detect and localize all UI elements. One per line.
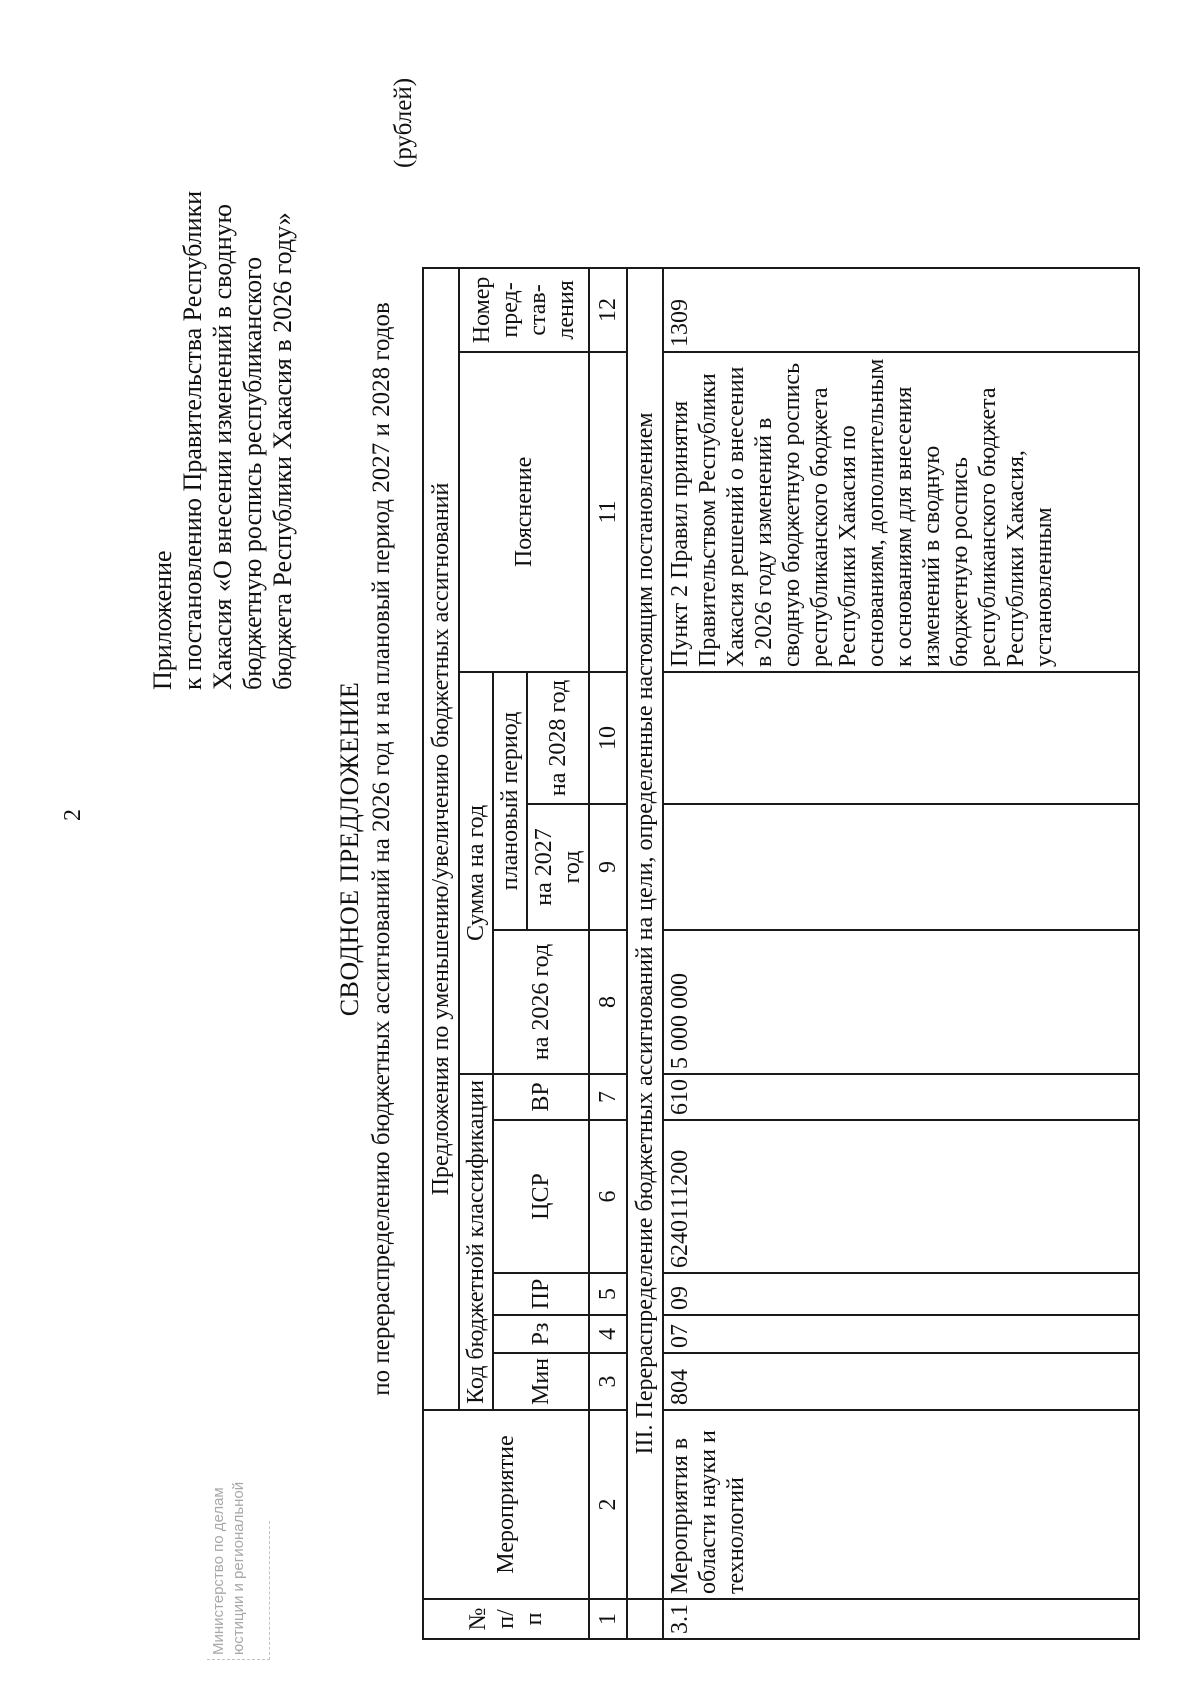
header-sum-year: Сумма на год bbox=[459, 672, 493, 1074]
column-number-row bbox=[589, 268, 627, 1639]
section-title: III. Перераспределение бюджетных ассигнований на цели, определенные настоящим постановлением bbox=[627, 268, 663, 1599]
header-min: Мин bbox=[493, 1353, 589, 1410]
column-number: 3 bbox=[589, 1353, 627, 1410]
appendix-line: Хакасия «О внесении изменений в сводную bbox=[208, 203, 237, 690]
document-subtitle: по перераспределению бюджетных ассигнований на 2026 год и на плановый период 2027 и 2028 годов bbox=[368, 302, 395, 1396]
column-number: 2 bbox=[589, 1410, 627, 1599]
header-rep-num: Номер пред-став-ления bbox=[459, 268, 589, 352]
document-title: СВОДНОЕ ПРЕДЛОЖЕНИЕ bbox=[335, 681, 364, 1017]
allocation-table bbox=[422, 267, 1140, 1640]
cell-min: 804 bbox=[663, 1353, 1139, 1410]
header-activity: Мероприятие bbox=[423, 1410, 589, 1599]
column-number: 8 bbox=[589, 930, 627, 1074]
cell-rep-num: 1309 bbox=[663, 268, 1139, 352]
cell-y2027 bbox=[663, 804, 1139, 930]
table-row bbox=[663, 268, 1139, 1639]
cell-pr: 09 bbox=[663, 1273, 1139, 1315]
header-y2026: на 2026 год bbox=[493, 930, 589, 1074]
header-y2028: на 2028 год bbox=[527, 672, 589, 804]
section-spacer bbox=[627, 1599, 663, 1639]
ministry-stamp bbox=[207, 1481, 270, 1660]
header-planning: плановый период bbox=[493, 672, 527, 930]
appendix-line: бюджетную роспись республиканского bbox=[238, 256, 267, 690]
cell-explanation: Пункт 2 Правил принятия Правительством Республики Хакасия решений о внесении в 2026 году изменений в сводную бюджетную роспись республиканского бюджета Республики Хакасия по основаниям, дополнительным к основаниям для внесения изменений в сводную бюджетную роспись республиканского бюджета Республики Хакасия, установленным bbox=[663, 352, 1139, 672]
page-number: 2 bbox=[60, 809, 86, 821]
header-proposals: Предложения по уменьшению/увеличению бюджетных ассигнований bbox=[423, 268, 459, 1410]
section-row bbox=[627, 268, 663, 1639]
cell-num: 3.1 bbox=[663, 1599, 1139, 1639]
cell-rz: 07 bbox=[663, 1315, 1139, 1353]
cell-activity: Мероприятия в области науки и технологий bbox=[663, 1410, 1139, 1599]
header-csr: ЦСР bbox=[493, 1120, 589, 1273]
header-pr: ПР bbox=[493, 1273, 589, 1315]
cell-vr: 610 bbox=[663, 1074, 1139, 1120]
header-budget-code: Код бюджетной классификации bbox=[459, 1074, 493, 1410]
cell-y2028 bbox=[663, 672, 1139, 804]
header-vr: ВР bbox=[493, 1074, 589, 1120]
header-num: № п/п bbox=[423, 1599, 589, 1639]
stamp-line: Министерство по делам bbox=[210, 1487, 227, 1655]
column-number: 9 bbox=[589, 804, 627, 930]
header-y2027: на 2027 год bbox=[527, 804, 589, 930]
column-number: 5 bbox=[589, 1273, 627, 1315]
column-number: 11 bbox=[589, 352, 627, 672]
cell-csr: 6240111200 bbox=[663, 1120, 1139, 1273]
stamp-line: юстиции и региональной bbox=[230, 1481, 247, 1655]
appendix-line: бюджета Республики Хакасия в 2026 году» bbox=[268, 212, 297, 690]
column-number: 6 bbox=[589, 1120, 627, 1273]
header-explanation: Пояснение bbox=[459, 352, 589, 672]
cell-y2026: 5 000 000 bbox=[663, 930, 1139, 1074]
column-number: 10 bbox=[589, 672, 627, 804]
column-number: 1 bbox=[589, 1599, 627, 1639]
header-rz: Рз bbox=[493, 1315, 589, 1353]
appendix-note bbox=[148, 50, 298, 690]
header-row-1 bbox=[423, 268, 459, 1639]
column-number: 7 bbox=[589, 1074, 627, 1120]
units-label: (рублей) bbox=[390, 77, 417, 168]
appendix-line: Приложение bbox=[148, 550, 177, 690]
column-number: 4 bbox=[589, 1315, 627, 1353]
column-number: 12 bbox=[589, 268, 627, 352]
appendix-line: к постановлению Правительства Республики bbox=[178, 190, 207, 690]
